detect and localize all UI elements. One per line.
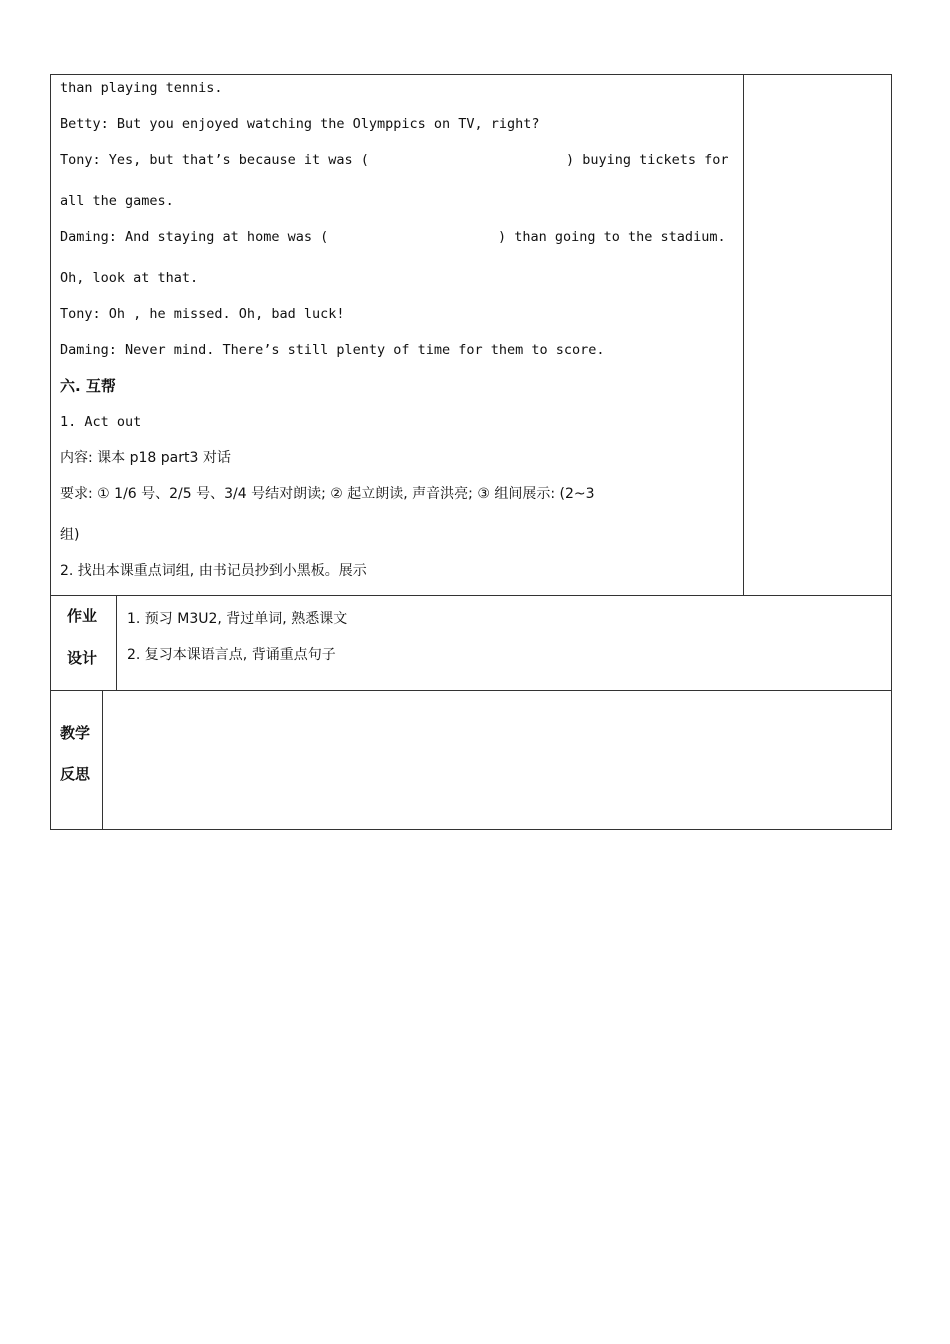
homework-label-divider xyxy=(116,595,117,690)
row-divider-homework xyxy=(50,595,892,596)
section-6-content: 内容: 课本 p18 part3 对话 xyxy=(60,450,231,466)
homework-item-1: 1. 预习 M3U2, 背过单词, 熟悉课文 xyxy=(127,611,348,627)
section-6-title: 六. 互帮 xyxy=(60,377,116,395)
reflection-label-line2: 反思 xyxy=(60,765,91,783)
reflection-label-line1: 教学 xyxy=(60,724,91,742)
homework-item-2: 2. 复习本课语言点, 背诵重点句子 xyxy=(127,647,336,663)
section-6-item-1: 1. Act out xyxy=(60,414,142,430)
row-divider-reflection xyxy=(50,690,892,691)
dialogue-line-1: than playing tennis. xyxy=(60,80,223,96)
dialogue-line-4: all the games. xyxy=(60,193,174,209)
section-6-item-2: 2. 找出本课重点词组, 由书记员抄到小黑板。展示 xyxy=(60,563,367,579)
side-column-divider xyxy=(743,74,744,596)
dialogue-line-5-start: Daming: And staying at home was ( xyxy=(60,229,329,245)
dialogue-line-2: Betty: But you enjoyed watching the Olymppics on TV, right? xyxy=(60,116,540,132)
dialogue-line-3-start: Tony: Yes, but that’s because it was ( xyxy=(60,152,369,168)
section-6-requirements: 要求: ① 1/6 号、2/5 号、3/4 号结对朗读; ② 起立朗读, 声音洪亮; ③ 组间展示: (2~3 xyxy=(60,486,595,502)
homework-label-line2: 设计 xyxy=(67,649,98,667)
dialogue-line-8: Daming: Never mind. There’s still plenty of time for them to score. xyxy=(60,342,605,358)
dialogue-line-5-end: ) than going to the stadium. xyxy=(498,229,726,245)
section-6-requirements-cont: 组) xyxy=(60,527,80,543)
reflection-label-divider xyxy=(102,690,103,830)
dialogue-line-6: Oh, look at that. xyxy=(60,270,199,286)
homework-label-line1: 作业 xyxy=(67,607,98,625)
dialogue-line-7: Tony: Oh , he missed. Oh, bad luck! xyxy=(60,306,345,322)
dialogue-line-3-end: ) buying tickets for xyxy=(566,152,729,168)
